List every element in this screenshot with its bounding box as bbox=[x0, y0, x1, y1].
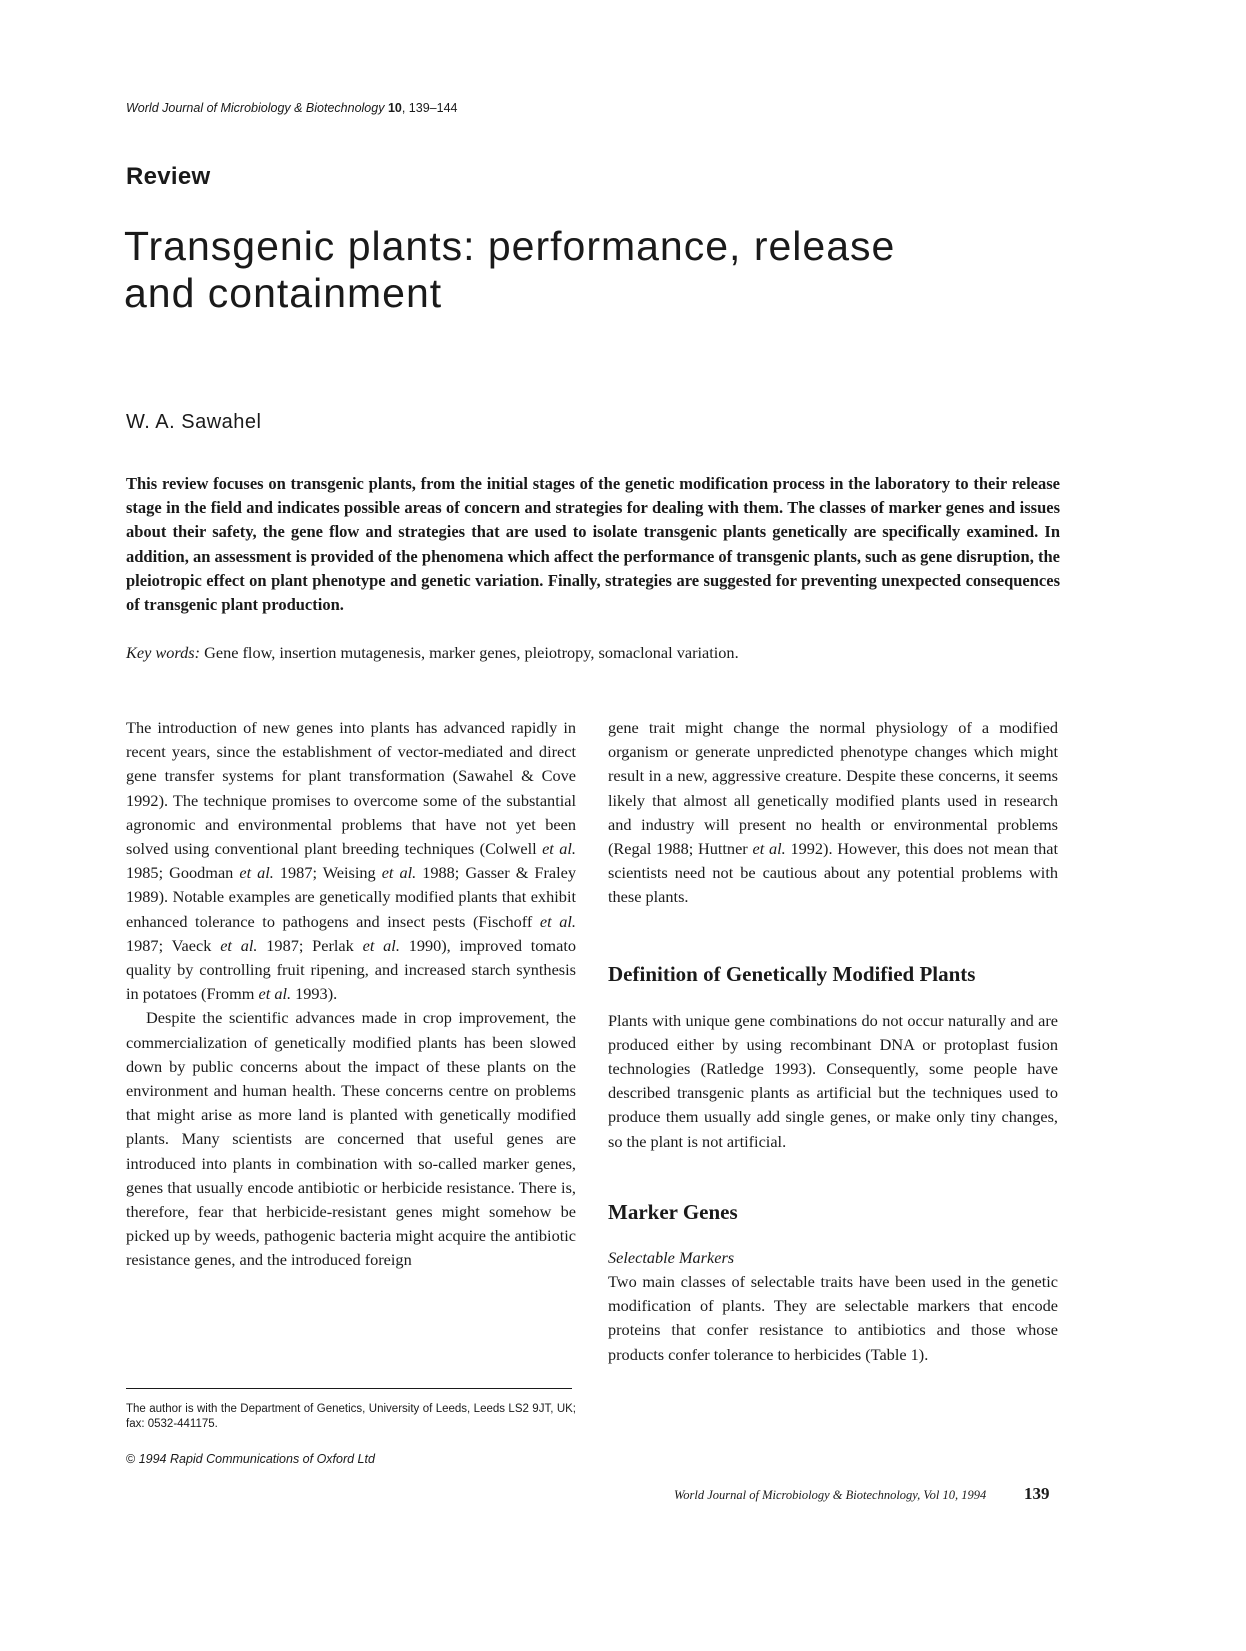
keywords-text: Gene flow, insertion mutagenesis, marker genes, pleiotropy, somaclonal variation. bbox=[200, 643, 739, 662]
author-affiliation-footnote: The author is with the Department of Genetics, University of Leeds, Leeds LS2 9JT, UK; fax: 0532-441175. bbox=[126, 1403, 576, 1430]
journal-name: World Journal of Microbiology & Biotechnology bbox=[126, 101, 385, 115]
keywords bbox=[126, 642, 1060, 664]
intro-paragraph-1: The introduction of new genes into plants has advanced rapidly in recent years, since the establishment of vector-mediated and direct gene transfer systems for plant transformation (Sawahel & Cove 1992). The technique promises to overcome some of the substantial agronomic and environmental problems that have not yet been solved using conventional plant breeding techniques (Colwell et al. 1985; Goodman et al. 1987; Weising et al. 1988; Gasser & Fraley 1989). Notable examples are genetically modified plants that exhibit enhanced tolerance to pathogens and insect pests (Fischoff et al. 1987; Vaeck et al. 1987; Perlak et al. 1990), improved tomato quality by controlling fruit ripening, and increased starch synthesis in potatoes (Fromm et al. 1993). bbox=[126, 718, 576, 1004]
copyright-text: 1994 Rapid Communications of Oxford Ltd bbox=[135, 1452, 375, 1466]
journal-volume: 10 bbox=[387, 101, 402, 115]
keywords-label: Key words: bbox=[126, 643, 201, 662]
article-type: Review bbox=[126, 163, 211, 190]
article-title bbox=[124, 223, 1124, 317]
section-heading-marker-genes: Marker Genes bbox=[608, 1199, 738, 1224]
footnote-divider bbox=[126, 1388, 572, 1389]
intro-paragraph-2: Despite the scientific advances made in crop improvement, the commercialization of genetically modified plants has been slowed down by public concerns about the impact of these plants on the environment and human health. These concerns centre on problems that might arise as more land is planted with genetically modified plants. Many scientists are concerned that useful genes are introduced into plants in combination with so-called marker genes, genes that usually encode antibiotic or herbicide resistance. There is, therefore, fear that herbicide-resistant genes might somehow be picked up by weeds, pathogenic bacteria might acquire the antibiotic resistance genes, and the introduced foreign bbox=[126, 1008, 576, 1270]
title-line-2: and containment bbox=[124, 270, 443, 316]
title-line-1: Transgenic plants: performance, release bbox=[124, 223, 896, 269]
journal-header bbox=[126, 101, 457, 115]
body-column-right bbox=[608, 716, 1058, 1367]
page-number: 139 bbox=[1024, 1484, 1050, 1503]
subsection-heading-selectable-markers: Selectable Markers bbox=[608, 1247, 735, 1267]
author-name: W. A. Sawahel bbox=[126, 411, 262, 433]
body-column-left bbox=[126, 716, 576, 1273]
selectable-markers-paragraph: Two main classes of selectable traits have been used in the genetic modification of plants. They are selectable markers that encode proteins that confer resistance to antibiotics and those whose products confer tolerance to herbicides (Table 1). bbox=[608, 1272, 1058, 1364]
abstract: This review focuses on transgenic plants, from the initial stages of the genetic modification process in the laboratory to their release stage in the field and indicates possible areas of concern and strategies for dealing with them. The classes of marker genes and issues about their safety, the gene flow and strategies that are used to isolate transgenic plants genetically are specifically examined. In addition, an assessment is provided of the phenomena which affect the performance of transgenic plants, such as gene disruption, the pleiotropic effect on plant phenotype and genetic variation. Finally, strategies are suggested for preventing unexpected consequences of transgenic plant production. bbox=[126, 474, 1060, 615]
intro-paragraph-3: gene trait might change the normal physiology of a modified organism or generate unpredicted phenotype changes which might result in a new, aggressive creature. Despite these concerns, it seems likely that almost all genetically modified plants used in research and industry will present no health or environmental problems (Regal 1988; Huttner et al. 1992). However, this does not mean that scientists need not be cautious about any potential problems with these plants. bbox=[608, 718, 1058, 907]
definition-paragraph: Plants with unique gene combinations do not occur naturally and are produced either by using recombinant DNA or protoplast fusion technologies (Ratledge 1993). Consequently, some people have described transgenic plants as artificial but the techniques used to produce them usually add single genes, or make only tiny changes, so the plant is not artificial. bbox=[608, 1010, 1058, 1151]
section-heading-definition: Definition of Genetically Modified Plants bbox=[608, 961, 976, 986]
footer-journal-citation: World Journal of Microbiology & Biotechnology, Vol 10, 1994 bbox=[674, 1488, 987, 1502]
journal-pages: , 139–144 bbox=[401, 101, 458, 115]
copyright-symbol: © bbox=[126, 1452, 136, 1466]
copyright-notice bbox=[126, 1452, 375, 1466]
